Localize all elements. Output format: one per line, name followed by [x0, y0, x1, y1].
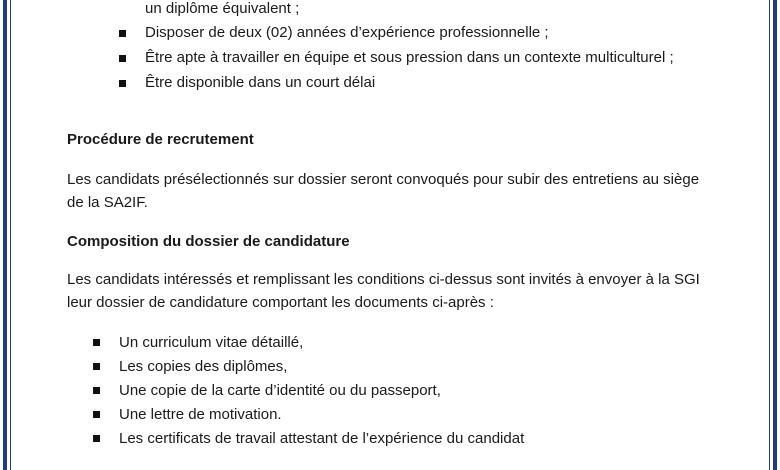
- bullet-icon: [93, 339, 100, 346]
- requirement-item: Être disponible dans un court délai: [145, 74, 376, 91]
- recruitment-heading: Procédure de recrutement: [67, 131, 254, 148]
- requirement-item: Être apte à travailler en équipe et sous pression dans un contexte multiculturel ;: [145, 49, 674, 66]
- requirement-continuation: un diplôme équivalent ;: [145, 0, 300, 17]
- bullet-icon: [119, 55, 126, 62]
- bullet-icon: [93, 363, 100, 370]
- bullet-icon: [119, 80, 126, 87]
- dossier-text-line: leur dossier de candidature comportant les documents ci-après :: [67, 294, 494, 311]
- requirement-item: Disposer de deux (02) années d’expérience professionnelle ;: [145, 24, 549, 41]
- recruitment-text-line: de la SA2IF.: [67, 194, 148, 211]
- document-item: Une copie de la carte d’identité ou du passeport,: [119, 382, 441, 399]
- bullet-icon: [93, 387, 100, 394]
- document-item: Un curriculum vitae détaillé,: [119, 334, 304, 351]
- bullet-icon: [119, 30, 126, 37]
- bullet-icon: [93, 411, 100, 418]
- document-item: Une lettre de motivation.: [119, 406, 282, 423]
- dossier-text-line: Les candidats intéressés et remplissant les conditions ci-dessus sont invités à envoyer à la SGI: [67, 271, 700, 288]
- dossier-heading: Composition du dossier de candidature: [67, 233, 350, 250]
- document-item: Les copies des diplômes,: [119, 358, 288, 375]
- recruitment-text-line: Les candidats présélectionnés sur dossier seront convoqués pour subir des entretiens au siège: [67, 171, 700, 188]
- document-item: Les certificats de travail attestant de l’expérience du candidat: [119, 430, 525, 447]
- bullet-icon: [93, 435, 100, 442]
